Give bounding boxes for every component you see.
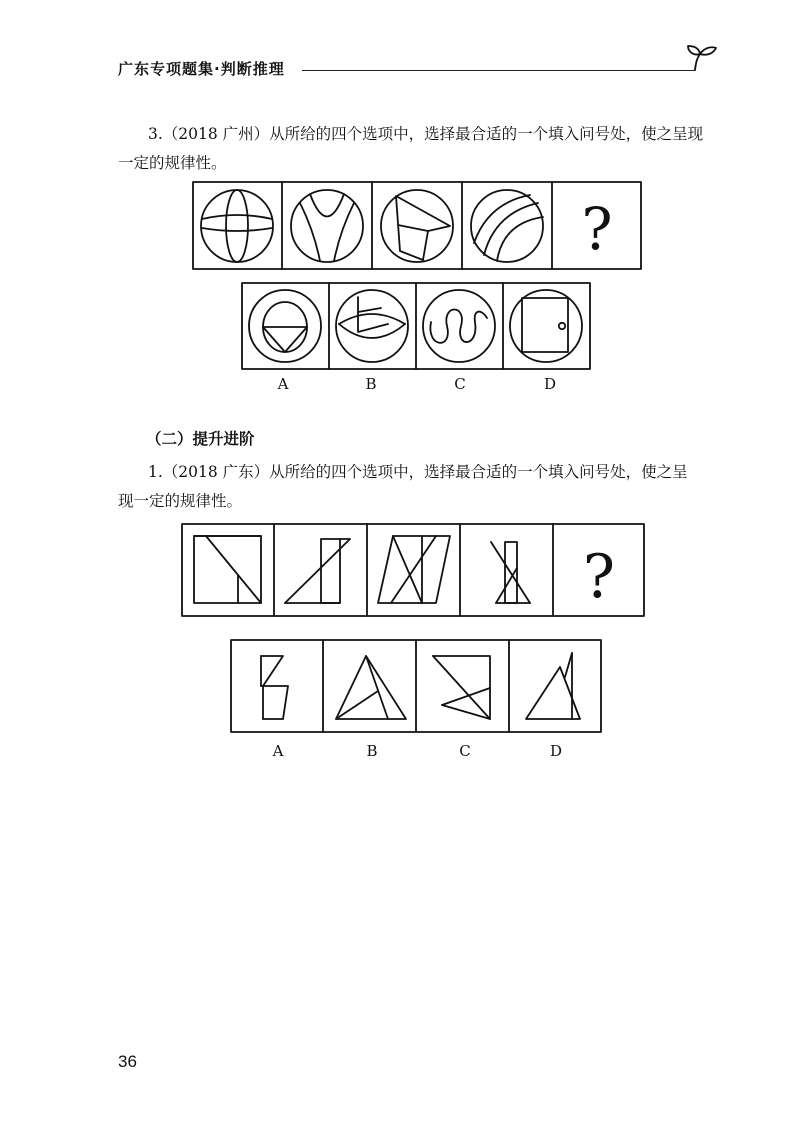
page-number: 36 [118, 1052, 137, 1071]
sprout-icon [684, 40, 724, 74]
q1-figure-4 [491, 542, 530, 603]
option-label-c[interactable]: C [459, 742, 471, 760]
q3-figure-1 [201, 190, 273, 262]
option-label-a[interactable]: A [277, 375, 289, 393]
question-3-line-2: 一定的规律性。 [118, 154, 227, 172]
question-3-sequence [192, 181, 642, 271]
q3-option-d-figure[interactable] [510, 290, 582, 362]
question-1-options [230, 639, 604, 735]
question-mark: ? [582, 542, 616, 612]
question-1-text [118, 458, 718, 516]
q3-figure-2 [291, 190, 363, 262]
question-1-line-2: 现一定的规律性。 [118, 492, 243, 510]
q1-option-a-figure[interactable] [261, 656, 288, 719]
question-mark: ? [581, 195, 613, 263]
question-3-line-1: 3.（2018 广州）从所给的四个选项中，选择最合适的一个填入问号处，使之呈现 [148, 125, 704, 143]
option-label-c[interactable]: C [454, 375, 466, 393]
q1-figure-3 [378, 536, 450, 603]
q1-figure-2 [285, 539, 350, 603]
q1-option-d-figure[interactable] [526, 653, 580, 719]
option-label-d[interactable]: D [549, 742, 563, 760]
q1-option-c-figure[interactable] [433, 656, 490, 719]
option-label-d[interactable]: D [543, 375, 557, 393]
q3-option-b-figure[interactable] [336, 290, 408, 362]
question-1-sequence [181, 523, 647, 619]
header-rule [302, 70, 695, 71]
option-label-a[interactable]: A [272, 742, 284, 760]
q1-option-b-figure[interactable] [336, 656, 406, 719]
option-label-b[interactable]: B [365, 375, 377, 393]
section-title: （二）提升进阶 [146, 430, 255, 448]
question-3-options [241, 282, 593, 372]
option-label-b[interactable]: B [366, 742, 378, 760]
running-header: 广东专项题集·判断推理 [118, 60, 285, 78]
q1-figure-1 [194, 536, 261, 603]
sequence-frame [193, 182, 641, 269]
q3-figure-4 [471, 190, 543, 262]
q3-option-c-figure[interactable] [423, 290, 495, 362]
q3-figure-3 [381, 190, 453, 262]
question-3-text [118, 120, 718, 178]
q3-option-a-figure[interactable] [249, 290, 321, 362]
question-1-line-1: 1.（2018 广东）从所给的四个选项中，选择最合适的一个填入问号处，使之呈 [148, 463, 688, 481]
